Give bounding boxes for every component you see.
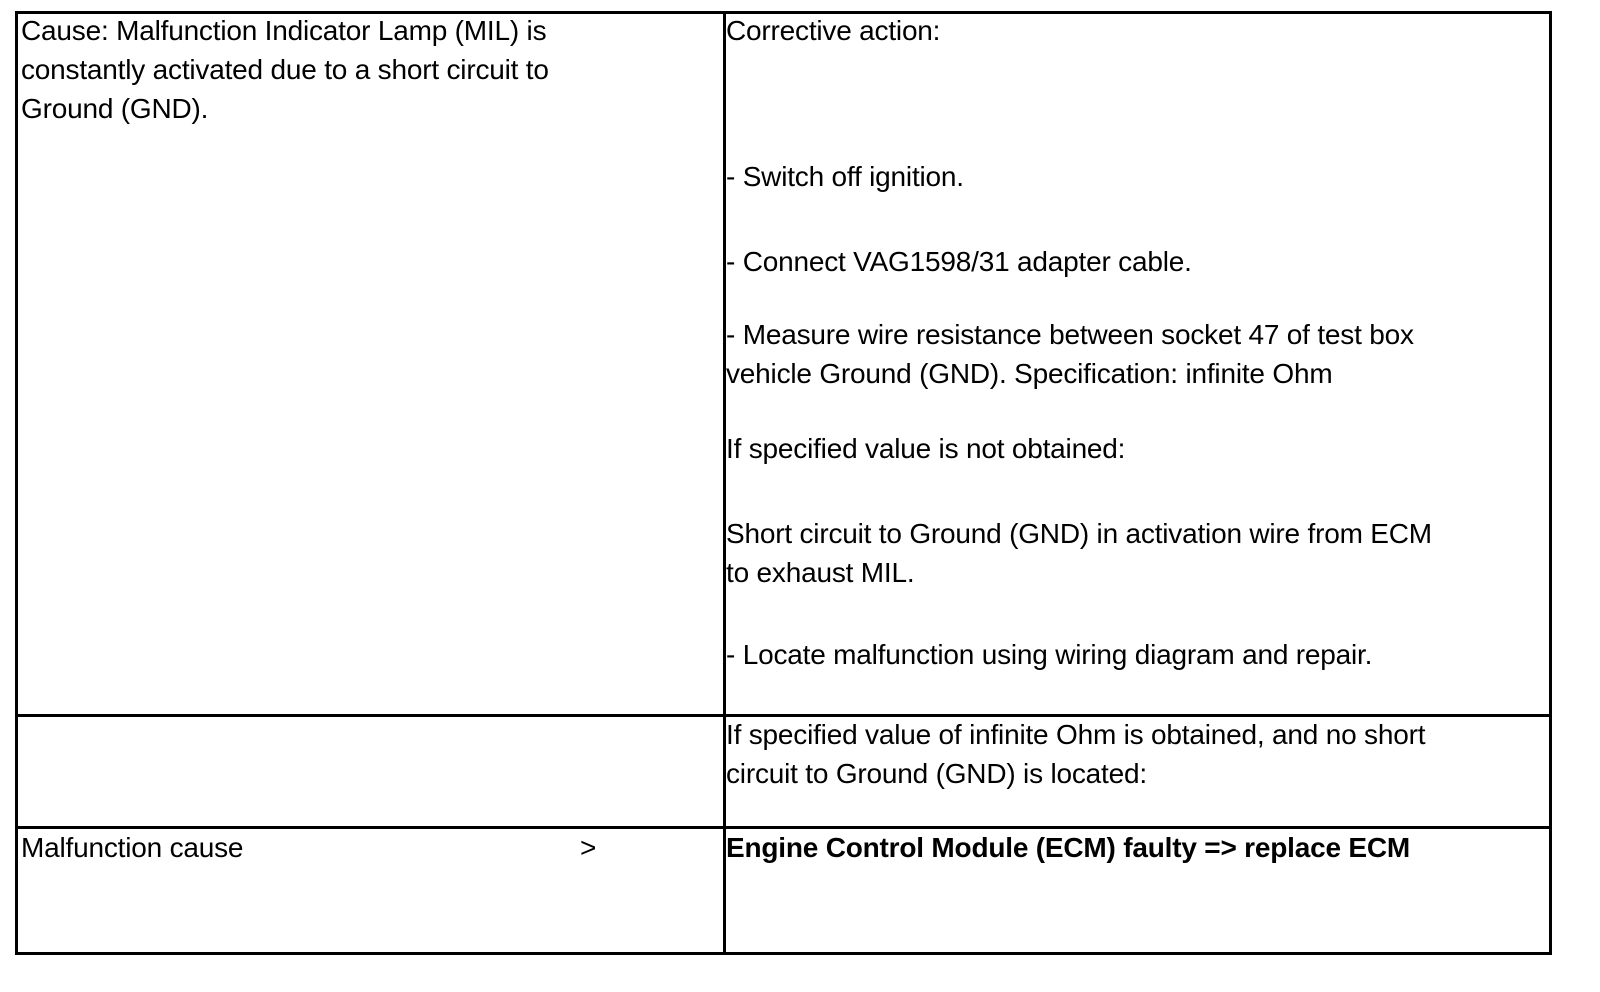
if-not-obtained: If specified value is not obtained:: [726, 433, 1126, 464]
step-measure-line-2: vehicle Ground (GND). Specification: infinite Ohm: [726, 358, 1333, 389]
malfunction-cause-label: Malfunction cause: [21, 832, 244, 863]
cause-line-1: Cause: Malfunction Indicator Lamp (MIL) is: [21, 15, 547, 46]
malfunction-cause-arrow: >: [580, 832, 597, 863]
diagnostic-table: [15, 11, 1552, 955]
step-locate: - Locate malfunction using wiring diagram and repair.: [726, 639, 1373, 670]
short-circuit-line-2: to exhaust MIL.: [726, 557, 915, 588]
short-circuit-line-1: Short circuit to Ground (GND) in activation wire from ECM: [726, 518, 1432, 549]
cause-line-2: constantly activated due to a short circuit to: [21, 54, 549, 85]
step-connect: - Connect VAG1598/31 adapter cable.: [726, 246, 1192, 277]
result-replace-ecm: Engine Control Module (ECM) faulty => replace ECM: [726, 832, 1411, 863]
corrective-action-header: Corrective action:: [726, 15, 941, 46]
if-obtained-line-1: If specified value of infinite Ohm is obtained, and no short: [726, 719, 1426, 750]
step-measure-line-1: - Measure wire resistance between socket 47 of test box: [726, 319, 1414, 350]
column-divider: [723, 14, 726, 952]
if-obtained-line-2: circuit to Ground (GND) is located:: [726, 758, 1147, 789]
cause-line-3: Ground (GND).: [21, 93, 209, 124]
step-switch-off: - Switch off ignition.: [726, 161, 964, 192]
